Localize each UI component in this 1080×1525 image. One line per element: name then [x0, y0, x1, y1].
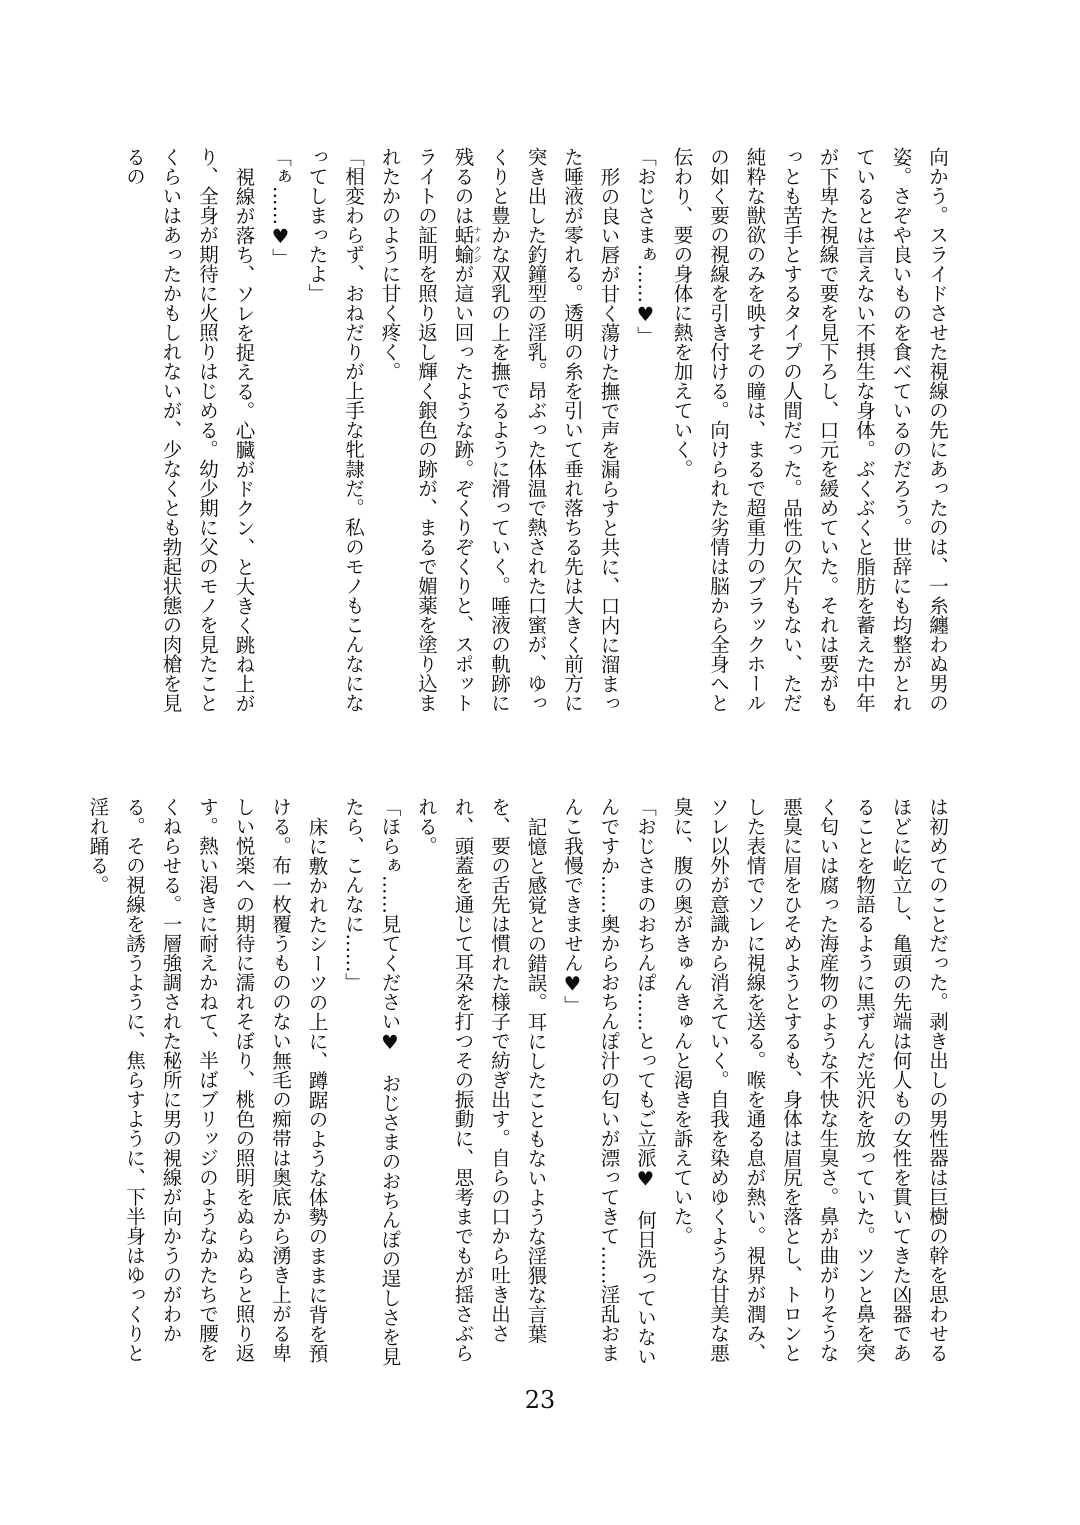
ruby-annotated-word — [451, 225, 483, 264]
ruby-furigana: ナメクジ — [473, 225, 483, 264]
dialogue-line: 「相変わらず、おねだりが上手な牝隷だ。私のモノもこんなになってしまったよ」 — [305, 147, 365, 713]
dialogue-line: 「ぁ……♥」 — [269, 147, 292, 268]
paragraph-narration: 視線が落ち、ソレを捉える。心臓がドクン、と大きく跳ね上がり、全身が期待に火照りはじめる。幼少期に父のモノを見たことくらいはあったかもしれないが、少なくとも勃起状態の肉槍を見るの — [123, 147, 256, 713]
ruby-base: 蛞蝓 — [451, 225, 475, 264]
page-number: 23 — [524, 1386, 556, 1414]
paragraph-text: が這い回ったような跡。ぞくりぞくりと、スポットライトの証明を照り返し輝く銀色の跡が、まるで媚薬を塗り込まれたかのように甘く疼く。 — [378, 147, 475, 713]
dialogue-line: 「ほらぁ……見てください♥ おじさまのおちんぽの逞しさを見たら、こんなに……」 — [342, 797, 402, 1366]
paragraph-narration: 向かう。スライドさせた視線の先にあったのは、一糸纏わぬ男の姿。さぞや良いものを食べているのだろう。世辞にも均整がとれているとは言えない不摂生な身体。ぶくぶくと脂肪を蓄えた中年が下卑た視線で要を見下ろし、口元を緩めていた。それは要がもっとも苦手とするタイプの人間だった。品性の欠片もない、ただ純粋な獣欲のみを映すその瞳は、まるで超重力のブラックホールの如く要の視線を引き付ける。向けられた劣情は脳から全身へと伝わり、要の身体に熱を加えていく。 — [670, 147, 949, 713]
text-block-top — [123, 147, 955, 714]
paragraph-text: 形の良い唇が甘く蕩けた撫で声を漏らすと共に、口内に溜まった唾液が零れる。透明の糸を引いて垂れ落ちる先は大きく前方に突き出した釣鐘型の淫乳。昂ぶった体温で熱された口蜜が、ゆっくりと豊かな双乳の上を撫でるように滑っていく。唾液の軌跡に残るのは — [451, 147, 621, 713]
dialogue-line: 「おじさまぁ……♥」 — [634, 147, 657, 346]
text-block-bottom — [86, 797, 955, 1366]
paragraph-narration: は初めてのことだった。剥き出しの男性器は巨樹の幹を思わせるほどに屹立し、亀頭の先端は何人もの女性を貫いてきた凶器であることを物語るように黒ずんだ光沢を放っていた。ツンと鼻を突く匂いは腐った海産物のような不快な生臭さ。鼻が曲がりそうな悪臭に眉をひそめようとするも、身体は眉尻を落とし、トロンとした表情でソレに視線を送る。喉を通る息が熱い。視界が潤み、ソレ以外が意識から消えていく。自我を染めゆくような甘美な悪臭に、腹の奥がきゅんきゅんと渇きを訴えていた。 — [670, 797, 949, 1363]
paragraph-narration: 床に敷かれたシーツの上に、蹲踞のような体勢のままに背を預ける。布一枚覆うもののない無毛の痴帯は奥底から湧き上がる卑しい悦楽への期待に濡れそぼり、桃色の照明をぬらぬらと照り返す。熱い渇きに耐えかねて、半ばブリッジのようなかたちで腰をくねらせる。一層強調された秘所に男の視線が向かうのがわかる。その視線を誘うように、焦らすように、下半身はゆっくりと淫れ踊る。 — [86, 797, 329, 1363]
paragraph-narration — [371, 147, 627, 714]
paragraph-narration: 記憶と感覚との錯誤。耳にしたこともないような淫猥な言葉を、要の舌先は慣れた様子で紡ぎ出す。自らの口から吐き出され、頭蓋を通じて耳朶を打つその振動に、思考までもが揺さぶられる。 — [415, 797, 548, 1363]
dialogue-line: 「おじさまのおちんぽ……とってもご立派♥ 何日洗っていないんですか……奥からおちんぽ汁の匂いが漂ってきて……淫乱おまんこ我慢できません♥」 — [561, 797, 657, 1366]
